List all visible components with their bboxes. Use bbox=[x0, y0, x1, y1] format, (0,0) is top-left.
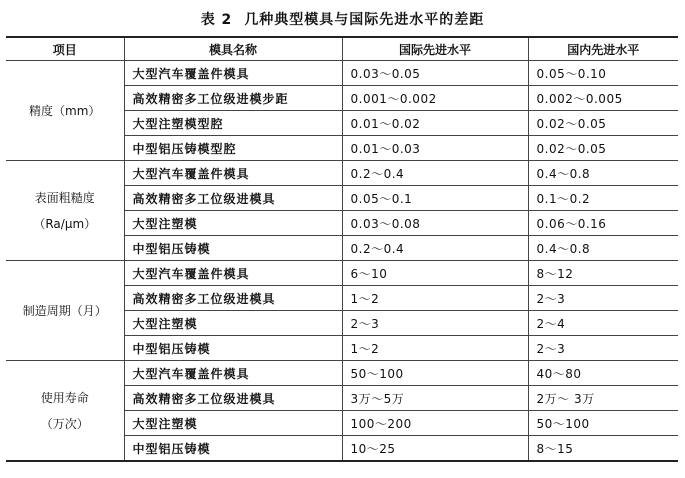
mold-name-cell: 大型注塑模 bbox=[124, 311, 342, 336]
international-value-cell: 3万～5万 bbox=[342, 386, 528, 411]
international-value-cell: 100～200 bbox=[342, 411, 528, 436]
international-value-cell: 10～25 bbox=[342, 436, 528, 462]
domestic-value-cell: 2～3 bbox=[528, 286, 678, 311]
international-value-cell: 0.2～0.4 bbox=[342, 236, 528, 261]
group-item-label: 表面粗糙度 bbox=[34, 190, 95, 205]
mold-name-cell: 大型注塑模 bbox=[124, 411, 342, 436]
group-item-cell bbox=[6, 61, 124, 161]
mold-name-cell: 高效精密多工位级进模具 bbox=[124, 386, 342, 411]
group-item-label: 制造周期（月） bbox=[22, 303, 107, 318]
domestic-value-cell: 2～3 bbox=[528, 336, 678, 361]
mold-name-cell: 大型注塑模型腔 bbox=[124, 111, 342, 136]
domestic-value-cell: 50～100 bbox=[528, 411, 678, 436]
header-international-level: 国际先进水平 bbox=[342, 37, 528, 61]
table-caption bbox=[5, 9, 680, 31]
table-header-row bbox=[6, 37, 678, 61]
domestic-value-cell: 8～15 bbox=[528, 436, 678, 462]
group-item-label: 使用寿命 bbox=[40, 390, 89, 405]
header-domestic-level: 国内先进水平 bbox=[528, 37, 678, 61]
group-item-cell bbox=[6, 261, 124, 361]
mold-name-cell: 大型汽车覆盖件模具 bbox=[124, 361, 342, 386]
international-value-cell: 1～2 bbox=[342, 286, 528, 311]
mold-name-cell: 高效精密多工位级进模步距 bbox=[124, 86, 342, 111]
mold-name-cell: 大型汽车覆盖件模具 bbox=[124, 261, 342, 286]
mold-name-cell: 中型铝压铸模 bbox=[124, 336, 342, 361]
mold-name-cell: 中型铝压铸模 bbox=[124, 236, 342, 261]
mold-name-cell: 大型汽车覆盖件模具 bbox=[124, 61, 342, 86]
domestic-value-cell: 2万～ 3万 bbox=[528, 386, 678, 411]
international-value-cell: 0.03～0.05 bbox=[342, 61, 528, 86]
group-item-cell bbox=[6, 361, 124, 462]
international-value-cell: 2～3 bbox=[342, 311, 528, 336]
mold-name-cell: 中型铝压铸模型腔 bbox=[124, 136, 342, 161]
international-value-cell: 1～2 bbox=[342, 336, 528, 361]
international-value-cell: 0.2～0.4 bbox=[342, 161, 528, 186]
domestic-value-cell: 40～80 bbox=[528, 361, 678, 386]
header-item: 项目 bbox=[6, 37, 124, 61]
domestic-value-cell: 0.02～0.05 bbox=[528, 111, 678, 136]
mold-name-cell: 大型汽车覆盖件模具 bbox=[124, 161, 342, 186]
international-value-cell: 0.05～0.1 bbox=[342, 186, 528, 211]
international-value-cell: 6～10 bbox=[342, 261, 528, 286]
table-title: 几种典型模具与国际先进水平的差距 bbox=[244, 12, 485, 28]
domestic-value-cell: 0.05～0.10 bbox=[528, 61, 678, 86]
mold-name-cell: 高效精密多工位级进模具 bbox=[124, 286, 342, 311]
header-mold-name: 模具名称 bbox=[124, 37, 342, 61]
international-value-cell: 0.001～0.002 bbox=[342, 86, 528, 111]
group-item-label: 精度（mm） bbox=[29, 103, 101, 118]
domestic-value-cell: 0.4～0.8 bbox=[528, 161, 678, 186]
domestic-value-cell: 2～4 bbox=[528, 311, 678, 336]
domestic-value-cell: 0.02～0.05 bbox=[528, 136, 678, 161]
international-value-cell: 0.01～0.02 bbox=[342, 111, 528, 136]
international-value-cell: 0.03～0.08 bbox=[342, 211, 528, 236]
group-item-label: （万次） bbox=[40, 416, 89, 431]
table-number: 表 2 bbox=[200, 12, 233, 28]
group-item-cell bbox=[6, 161, 124, 261]
domestic-value-cell: 0.002～0.005 bbox=[528, 86, 678, 111]
international-value-cell: 0.01～0.03 bbox=[342, 136, 528, 161]
domestic-value-cell: 0.1～0.2 bbox=[528, 186, 678, 211]
mold-name-cell: 中型铝压铸模 bbox=[124, 436, 342, 462]
mold-name-cell: 高效精密多工位级进模具 bbox=[124, 186, 342, 211]
table-row bbox=[6, 161, 678, 186]
table-row bbox=[6, 61, 678, 86]
international-value-cell: 50～100 bbox=[342, 361, 528, 386]
domestic-value-cell: 8～12 bbox=[528, 261, 678, 286]
group-item-label: （Ra/μm） bbox=[33, 216, 97, 231]
mold-name-cell: 大型注塑模 bbox=[124, 211, 342, 236]
domestic-value-cell: 0.06～0.16 bbox=[528, 211, 678, 236]
comparison-table bbox=[6, 36, 678, 462]
table-body bbox=[6, 61, 678, 462]
domestic-value-cell: 0.4～0.8 bbox=[528, 236, 678, 261]
table-row bbox=[6, 361, 678, 386]
table-row bbox=[6, 261, 678, 286]
